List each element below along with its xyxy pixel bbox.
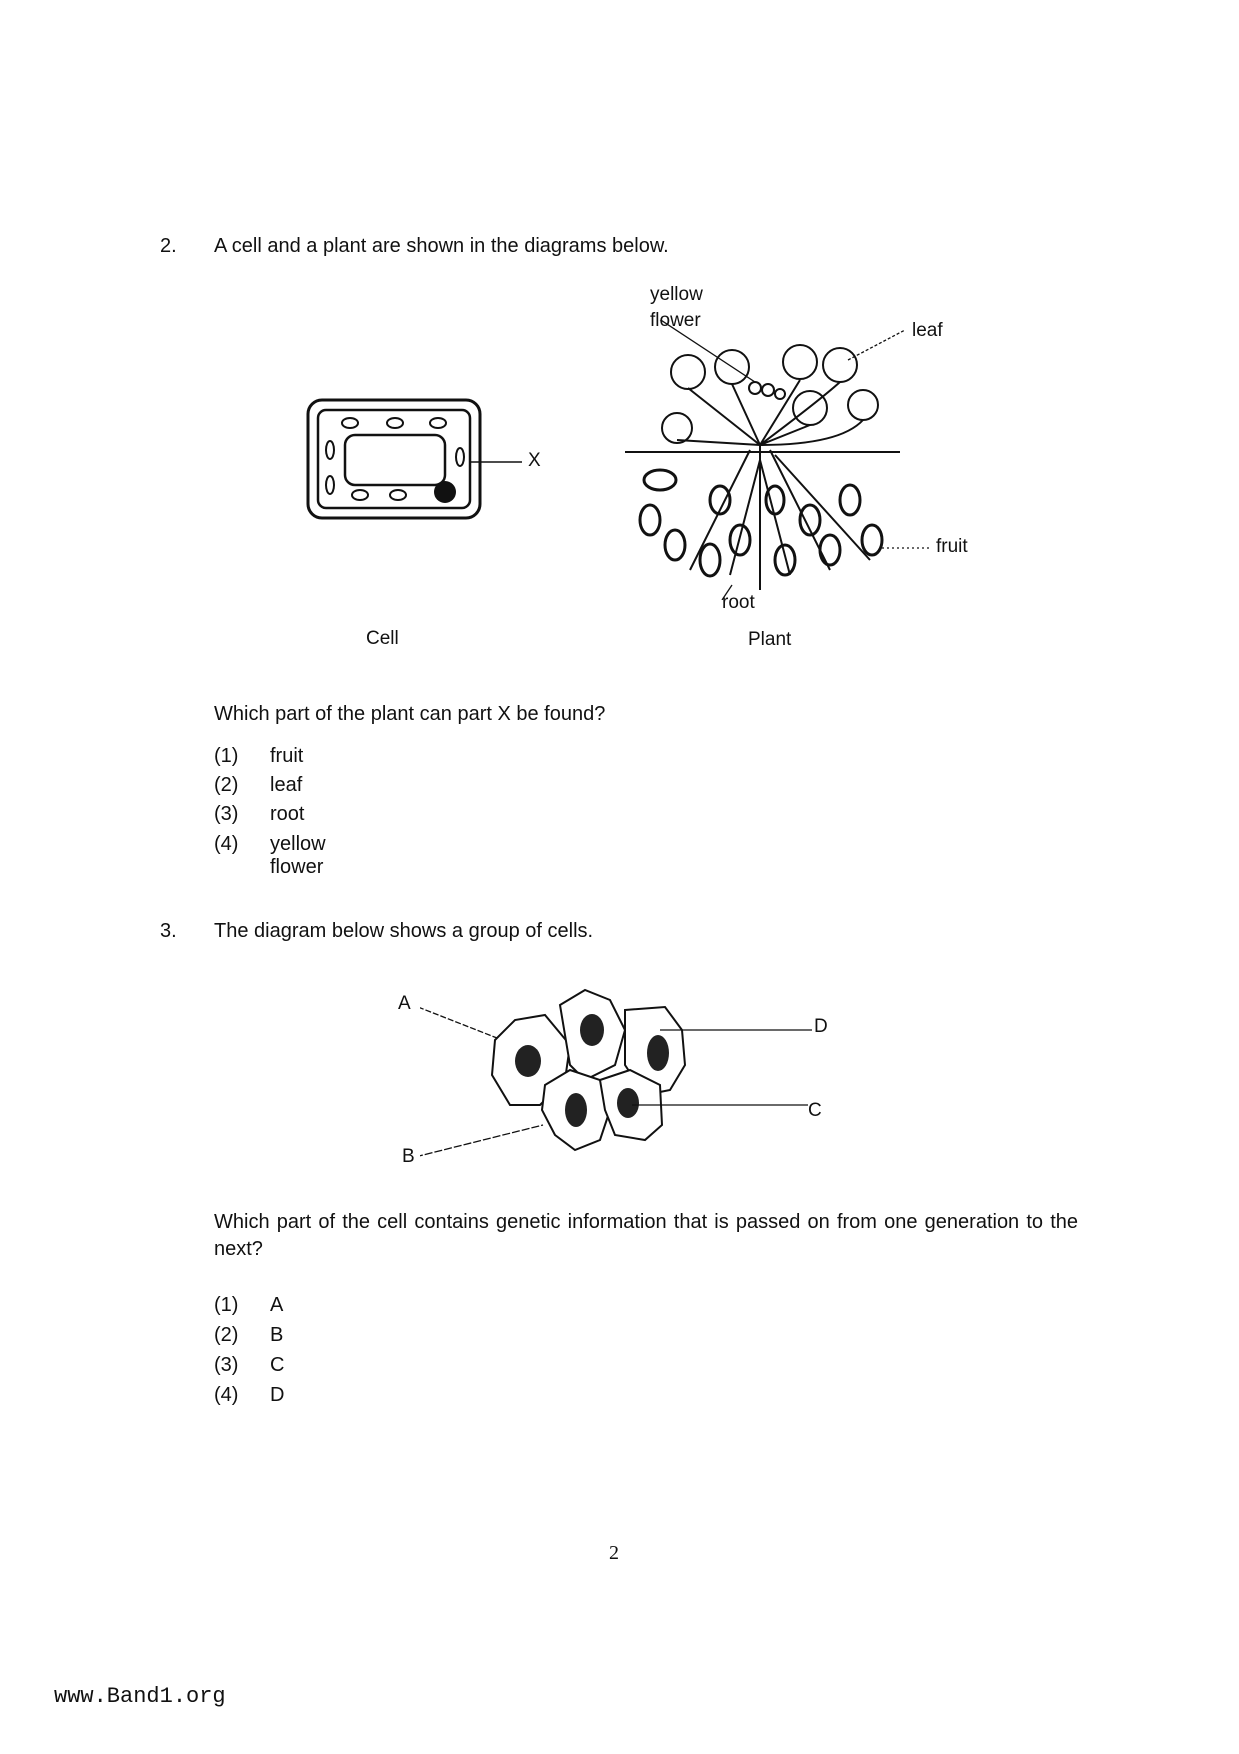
question-3-number: 3.: [160, 920, 177, 942]
label-x: X: [528, 450, 541, 471]
question-2-text: Which part of the plant can part X be found?: [214, 703, 606, 725]
plant-cell-diagram: [300, 395, 560, 525]
plant-caption: Plant: [748, 629, 792, 650]
question-3-intro: The diagram below shows a group of cells.: [214, 920, 594, 942]
plant-diagram: [620, 320, 940, 600]
label-flower: flower: [650, 310, 701, 331]
cell-caption: Cell: [366, 628, 399, 649]
label-fruit: fruit: [936, 536, 968, 557]
label-c: C: [808, 1100, 822, 1121]
label-a: A: [398, 993, 411, 1014]
label-root: root: [722, 592, 755, 613]
label-b: B: [402, 1146, 415, 1167]
question-3-text: Which part of the cell contains genetic information that is passed on from one generation to the next?: [214, 1211, 1078, 1260]
page-number: 2: [609, 1542, 619, 1564]
cell-group-diagram: [420, 985, 820, 1170]
label-d: D: [814, 1016, 828, 1037]
watermark: www.Band1.org: [54, 1684, 226, 1709]
question-2-number: 2.: [160, 235, 177, 257]
label-leaf: leaf: [912, 320, 943, 341]
question-2-intro: A cell and a plant are shown in the diagrams below.: [214, 235, 669, 257]
label-yellow: yellow: [650, 284, 703, 305]
